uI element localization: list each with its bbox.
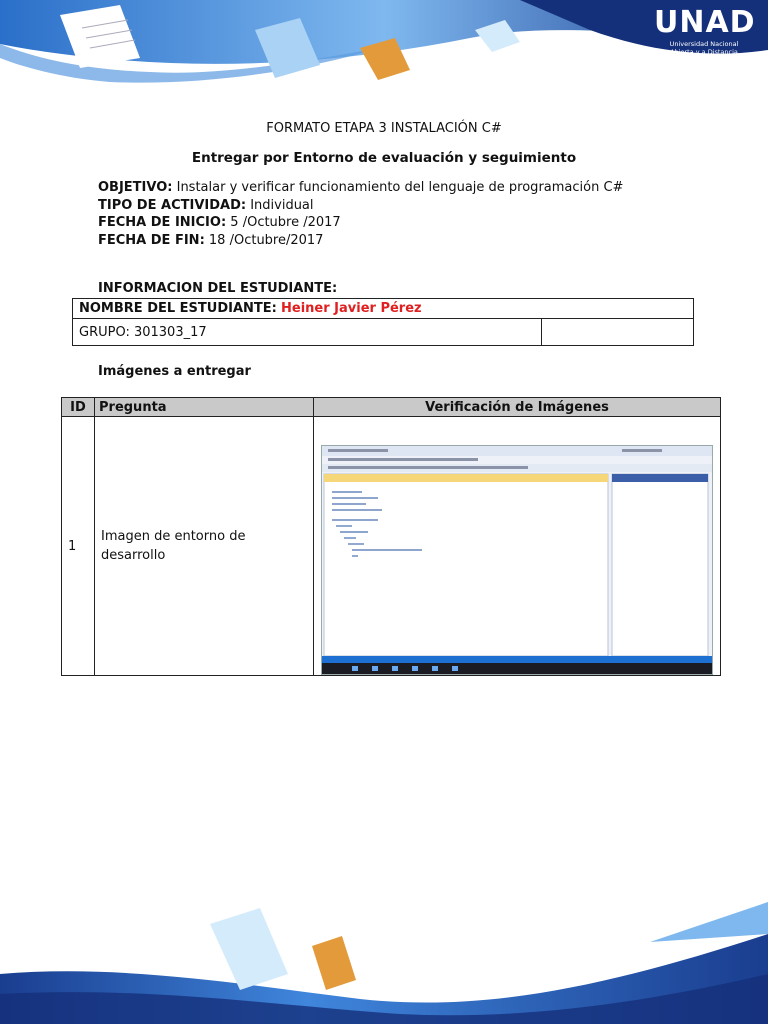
student-label: NOMBRE DEL ESTUDIANTE: (79, 301, 277, 316)
logo-text: UNAD (654, 5, 756, 40)
tipo-value: Individual (250, 197, 314, 213)
logo-sub-2: Abierta y a Distancia (670, 48, 738, 56)
tipo-line (98, 197, 664, 215)
box-icon-bottom (312, 936, 356, 990)
objetivo-line (98, 179, 664, 197)
images-table (61, 397, 721, 676)
fin-label: FECHA DE FIN: (98, 232, 205, 248)
bottom-banner (0, 894, 768, 1024)
images-title: Imágenes a entregar (98, 364, 251, 379)
table-row (62, 417, 721, 676)
header-verificacion: Verificación de Imágenes (314, 398, 721, 417)
fin-value: 18 /Octubre/2017 (208, 232, 324, 248)
top-banner (0, 0, 768, 110)
ide-screenshot-graphic (322, 446, 712, 674)
objetivo-label: OBJETIVO: (98, 180, 173, 195)
table-header-row (62, 398, 721, 417)
empty-cell (542, 319, 694, 346)
fin-line (98, 232, 664, 250)
header-pregunta: Pregunta (95, 398, 314, 417)
logo-sub-1: Universidad Nacional (669, 40, 739, 48)
bottom-banner-graphic (0, 894, 768, 1024)
grupo-row (73, 319, 694, 346)
inicio-value: 5 /Octubre /2017 (230, 215, 341, 230)
student-table (72, 298, 694, 346)
row-image-cell (314, 417, 721, 676)
unad-logo (654, 6, 754, 56)
grupo-cell: GRUPO: 301303_17 (73, 319, 542, 346)
student-name: Heiner Javier Pérez (281, 301, 422, 316)
card-icon (210, 908, 288, 990)
inicio-line (98, 214, 664, 232)
objetivo-text: Instalar y verificar funcionamiento del lenguaje de programación C# (176, 180, 624, 195)
student-cell (73, 299, 694, 319)
top-banner-graphic (0, 0, 768, 110)
student-row (73, 299, 694, 319)
header-id: ID (62, 398, 95, 417)
tipo-label: TIPO DE ACTIVIDAD: (98, 197, 247, 213)
document-title: FORMATO ETAPA 3 INSTALACIÓN C# (266, 121, 502, 136)
inicio-label: FECHA DE INICIO: (98, 215, 227, 230)
row-pregunta: Imagen de entorno de desarrollo (95, 417, 314, 676)
objectives-block (98, 179, 664, 249)
info-title: INFORMACION DEL ESTUDIANTE: (98, 281, 338, 296)
row-id: 1 (62, 417, 95, 676)
document-subtitle: Entregar por Entorno de evaluación y seguimiento (191, 150, 577, 166)
ide-screenshot (321, 445, 713, 675)
